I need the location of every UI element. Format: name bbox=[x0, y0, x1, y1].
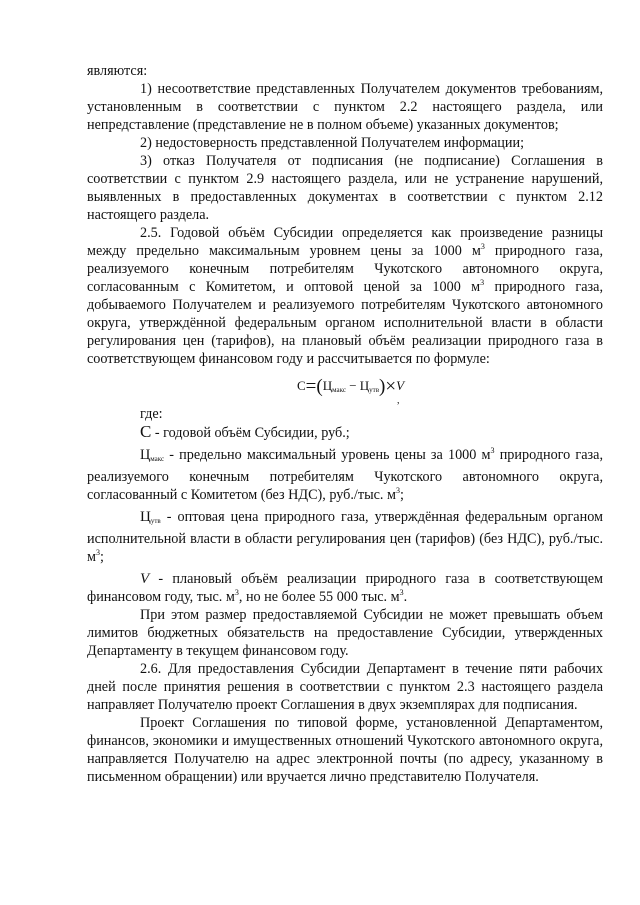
formula-equals-open: =( bbox=[305, 376, 323, 397]
definition-opt-price-symbol: Ц bbox=[140, 509, 151, 525]
definition-volume-symbol: V bbox=[140, 571, 150, 587]
subsidy-formula bbox=[87, 375, 603, 406]
definition-opt-price-text-a: - оптовая цена природного газа, утверждённая федеральным органом исполнительной власти в области регулирования цен (тарифов) (без НДС), руб./тыс. м bbox=[87, 509, 603, 565]
item-2-text: 2) недостоверность представленной Получателем информации; bbox=[140, 135, 525, 151]
definition-c-symbol: С bbox=[140, 422, 152, 441]
formula-price-max-symbol: Ц bbox=[322, 378, 333, 393]
limit-text: При этом размер предоставляемой Субсидии не может превышать объем лимитов бюджетных обязательств на предоставление Субсидии, утвержденных Департаменту в текущем финансовом году. bbox=[87, 607, 603, 659]
superscript-3: 3 bbox=[399, 588, 404, 597]
formula-price-max-subscript: макс bbox=[332, 386, 346, 394]
definition-c bbox=[87, 423, 603, 442]
formula-comma: , bbox=[397, 395, 400, 406]
formula-close-times: )× bbox=[379, 376, 397, 397]
definition-max-price-symbol: Ц bbox=[140, 447, 151, 463]
continuation-text: являются: bbox=[87, 63, 148, 79]
page-body bbox=[87, 62, 603, 786]
continuation-line bbox=[87, 62, 603, 80]
para-2-5-part-c: природного газа, добываемого Получателем и реализуемого потребителям Чукотского автономного округа, утверждённой федеральным органом исполнительной власти в области регулирования цен (тарифов), на плановый объём реализации природного газа в соответствующем финансовом году и рассчитывается по формуле: bbox=[87, 279, 603, 367]
paragraph-2-6 bbox=[87, 660, 603, 714]
paragraph-item-3 bbox=[87, 152, 603, 224]
para-2-6-text: 2.6. Для предоставления Субсидии Департамент в течение пяти рабочих дней после принятия решения в соответствии с пунктом 2.3 настоящего раздела направляет Получателю проект Соглашения в двух экземплярах для подписания. bbox=[87, 661, 603, 713]
where-line bbox=[87, 405, 603, 423]
paragraph-2-5 bbox=[87, 224, 603, 368]
item-3-text: 3) отказ Получателя от подписания (не подписание) Соглашения в соответствии с пунктом 2.9 настоящего раздела, или не устранение нарушений, выявленных в предоставленных документах в соответствии с пунктом 2.12 настоящего раздела. bbox=[87, 153, 603, 223]
superscript-3: 3 bbox=[95, 548, 100, 557]
formula-minus: − bbox=[345, 378, 360, 393]
superscript-3: 3 bbox=[480, 242, 485, 251]
definition-max-price-text-c: ; bbox=[399, 487, 404, 503]
definition-volume-text-a: - плановый объём реализации природного газа в соответствующем финансовом году, тыс. м bbox=[87, 571, 603, 605]
definition-opt-price bbox=[87, 508, 603, 566]
where-text: где: bbox=[140, 406, 163, 422]
superscript-3: 3 bbox=[234, 588, 239, 597]
formula-price-opt-subscript: утв bbox=[369, 386, 380, 394]
formula-expression bbox=[297, 377, 404, 399]
para-2-5-part-b: природного газа, реализуемого конечным потребителям Чукотского автономного округа, согласованным с Комитетом, и оптовой ценой за 1000 м bbox=[87, 243, 603, 295]
paragraph-limit bbox=[87, 606, 603, 660]
definition-volume-text-b: , но не более 55 000 тыс. м bbox=[238, 589, 400, 605]
definition-max-price-subscript: макс bbox=[150, 455, 165, 463]
definition-volume bbox=[87, 570, 603, 606]
paragraph-agreement-draft bbox=[87, 714, 603, 786]
definition-opt-price-text-b: ; bbox=[99, 549, 104, 565]
superscript-3: 3 bbox=[480, 278, 485, 287]
definition-opt-price-subscript: утв bbox=[150, 517, 161, 525]
definition-max-price-text-a: - предельно максимальный уровень цены за 1000 м bbox=[164, 447, 491, 463]
paragraph-item-2 bbox=[87, 134, 603, 152]
para-2-5-part-a: 2.5. Годовой объём Субсидии определяется как произведение разницы между предельно максимальным уровнем цены за 1000 м bbox=[87, 225, 603, 259]
formula-price-opt-symbol: Ц bbox=[359, 378, 370, 393]
definition-c-text: - годовой объём Субсидии, руб.; bbox=[151, 425, 350, 441]
definition-volume-text-c: . bbox=[403, 589, 408, 605]
superscript-3: 3 bbox=[490, 446, 495, 455]
item-1-text: 1) несоответствие представленных Получателем документов требованиям, установленным в соответствии с пунктом 2.2 настоящего раздела, или непредставление (представление не в полном объеме) указанных документов; bbox=[87, 81, 603, 133]
formula-symbol-v: V bbox=[396, 378, 405, 393]
definition-max-price bbox=[87, 446, 603, 504]
agreement-draft-text: Проект Соглашения по типовой форме, установленной Департаментом, финансов, экономики и имущественных отношений Чукотского автономного округа, направляется Получателю на адрес электронной почты (по адресу, указанному в письменном обращении) или вручается лично представителю Получателя. bbox=[87, 715, 603, 785]
formula-symbol-c: С bbox=[297, 378, 306, 393]
superscript-3: 3 bbox=[395, 486, 400, 495]
paragraph-item-1 bbox=[87, 80, 603, 134]
definition-max-price-text-b: природного газа, реализуемого конечным потребителям Чукотского автономного округа, согласованный с Комитетом (без НДС), руб./тыс. м bbox=[87, 447, 603, 503]
